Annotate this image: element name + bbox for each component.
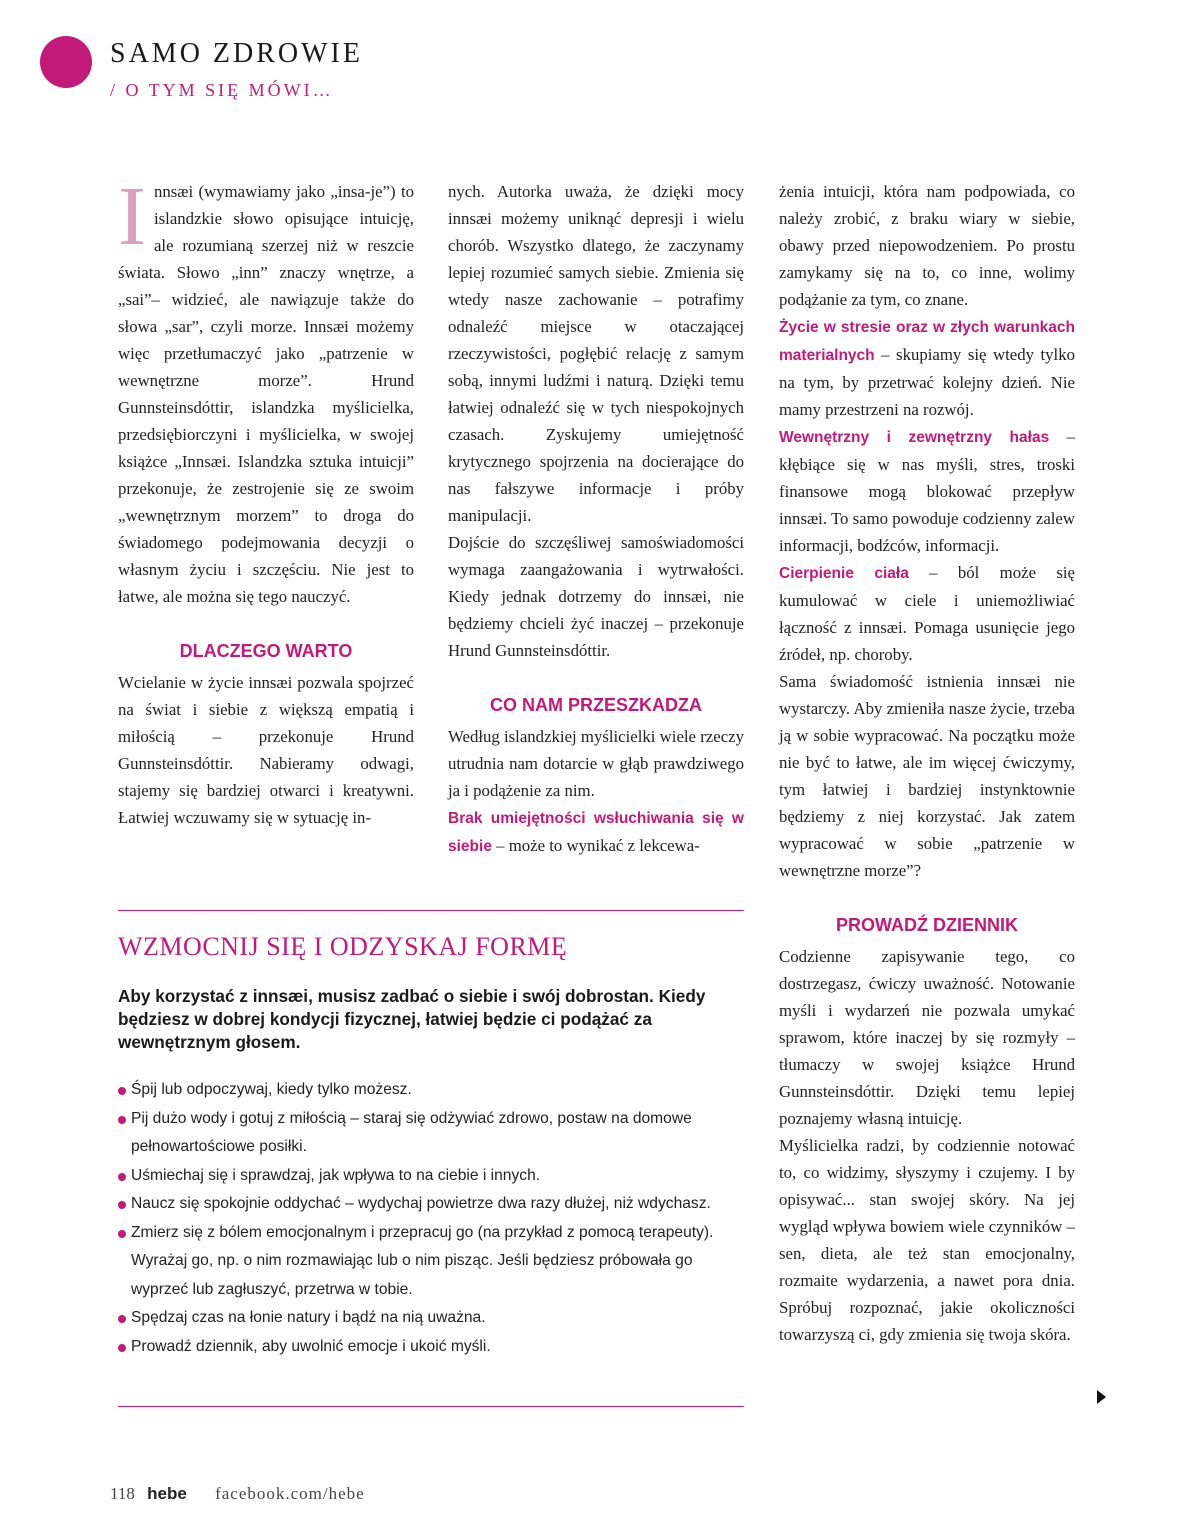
list-item-text: Uśmiechaj się i sprawdzaj, jak wpływa to na ciebie i innych. [131, 1166, 541, 1184]
paragraph [779, 559, 1075, 668]
bullet-icon [118, 1201, 126, 1209]
box-lead: Aby korzystać z innsæi, musisz zadbać o siebie i swój dobrostan. Kiedy będziesz w dobrej kondycji fizycznej, łatwiej będzie ci podążać za wewnętrznym głosem. [118, 986, 706, 1052]
list-item [118, 1105, 744, 1162]
section-subtitle: / O TYM SIĘ MÓWI… [110, 80, 334, 100]
section-dot-icon [40, 36, 92, 88]
list-item [118, 1076, 744, 1105]
box-title: WZMOCNIJ SIĘ I ODZYSKAJ FORMĘ [118, 932, 568, 961]
bullet-icon [118, 1173, 126, 1181]
drop-cap: I [118, 170, 146, 263]
paragraph [779, 313, 1075, 423]
paragraph: Myślicielka radzi, by codziennie notować to, co widzimy, słyszymy i czujemy. I by opisywać... stan swojej skóry. Na jej wygląd wpływa bowiem wiele czynników – sen, dieta, ale też stan emocjonalny, rozmaite wydarzenia, a nawet pora dnia. Spróbuj rozpoznać, jakie okoliczności towarzyszą ci, gdy zmienia się twoja skóra. [779, 1136, 1075, 1344]
tips-list [118, 1076, 744, 1361]
paragraph: nych. Autorka uważa, że dzięki mocy innsæi możemy uniknąć depresji i wielu chorób. Wszystko dlatego, że zaczynamy lepiej rozumieć samych siebie. Zmienia się wtedy nasze zachowanie – potrafimy odnaleźć miejsce w otaczającej rzeczywistości, pogłębić relację z samym sobą, innymi ludźmi i naturą. Dzięki temu łatwiej odnaleźć się w tych niespokojnych czasach. Zyskujemy umiejętność krytycznego spojrzenia na docierające do nas fałszywe informacje i próby manipulacji. [448, 182, 744, 525]
list-item-text: Zmierz się z bólem emocjonalnym i przepracuj go (na przykład z pomocą terapeuty). Wyrażaj go, np. o nim rozmawiając lub o nim pisząc. Jeśli będziesz próbowała go wyprzeć lub zagłuszyć, przetrwa w tobie. [131, 1223, 714, 1298]
bullet-icon [118, 1230, 126, 1238]
body-paragraph: Wcielanie w życie innsæi pozwala spojrzeć na świat i siebie z większą empatią i miłością – przekonuje Hrund Gunnsteinsdóttir. Nabieramy odwagi, stajemy się bardziej otwarci i kreatywni. Łatwiej wczuwamy się w sytuację in- [118, 673, 414, 827]
magazine-brand: hebe [147, 1484, 187, 1503]
heading-dlaczego-warto: DLACZEGO WARTO [179, 641, 353, 661]
highlight-text: Wewnętrzny i zewnętrzny hałas [779, 429, 1050, 446]
paragraph: Według islandzkiej myślicielki wiele rzeczy utrudnia nam dotarcie w głąb prawdziwego ja i podążenie za nim. [448, 727, 744, 800]
section-title: SAMO ZDROWIE [110, 38, 363, 69]
highlight-text: Życie w stresie oraz w złych warunkach materialnych [779, 319, 1075, 364]
paragraph [448, 804, 744, 860]
list-item [118, 1333, 744, 1362]
highlight-text: Brak umiejętności wsłuchiwania się w siebie [448, 810, 744, 855]
paragraph [779, 423, 1075, 559]
box-top-rule [118, 910, 744, 911]
column-2 [448, 178, 744, 860]
box-bottom-rule [118, 1406, 744, 1407]
bullet-icon [118, 1116, 126, 1124]
list-item-text: Pij dużo wody i gotuj z miłością – staraj się odżywiać zdrowo, postaw na domowe pełnowartościowe posiłki. [131, 1109, 692, 1155]
body-text: – ból może się kumulować w ciele i uniemożliwiać łączność z innsæi. Pomaga usunięcie jego źródeł, np. choroby. [779, 563, 1075, 664]
body-text: – kłębiące się w nas myśli, stres, troski finansowe mogą blokować przepływ innsæi. To samo powoduje codzienny zalew informacji, bodźców, informacji. [779, 427, 1075, 555]
paragraph: Dojście do szczęśliwej samoświadomości wymaga zaangażowania i wytrwałości. Kiedy jednak dotrzemy do innsæi, nie będziemy chcieli żyć inaczej – przekonuje Hrund Gunnsteinsdóttir. [448, 533, 744, 660]
intro-text: nnsæi (wymawiamy jako „insa-je”) to islandzkie słowo opisujące intuicję, ale rozumianą szerzej niż w reszcie świata. Słowo „inn” znaczy wnętrze, a „sai”– widzieć, ale nawiązuje także do słowa „sar”, czyli morze. Innsæi możemy więc przetłumaczyć jako „patrzenie w wewnętrzne morze”. Hrund Gunnsteinsdóttir, islandzka myślicielka, przedsiębiorczyni i myślicielka, w swojej książce „Innsæi. Islandzka sztuka intuicji” przekonuje, że zestrojenie się ze swoim „wewnętrznym morzem” to droga do świadomego podejmowania decyzji o własnym życiu i szczęściu. Nie jest to łatwe, ale można się tego nauczyć. [118, 182, 414, 606]
heading-co-nam-przeszkadza: CO NAM PRZESZKADZA [490, 695, 702, 715]
list-item [118, 1219, 744, 1305]
heading-prowadz-dziennik: PROWADŹ DZIENNIK [836, 915, 1018, 935]
paragraph: Codzienne zapisywanie tego, co dostrzegasz, ćwiczy uważność. Notowanie myśli i wydarzeń nie pozwala umykać sprawom, które inaczej by się rozmyły – tłumaczy w swojej książce Hrund Gunnsteinsdóttir. Dzięki temu lepiej poznajemy własną intuicję. [779, 947, 1075, 1128]
page-number: 118 [110, 1484, 135, 1503]
list-item-text: Prowadź dziennik, aby uwolnić emocje i ukoić myśli. [131, 1337, 491, 1355]
list-item-text: Spędzaj czas na łonie natury i bądź na nią uważna. [131, 1309, 486, 1326]
highlight-text: Cierpienie ciała [779, 565, 909, 582]
paragraph: żenia intuicji, która nam podpowiada, co należy zrobić, z braku wiary w siebie, obawy przed niepowodzeniem. Po prostu zamykamy się na to, co inne, wolimy podążanie za tym, co znane. [779, 182, 1075, 309]
list-item-text: Naucz się spokojnie oddychać – wydychaj powietrze dwa razy dłużej, niż wdychasz. [131, 1195, 711, 1212]
page-footer [110, 1484, 365, 1504]
continue-arrow-icon [1097, 1390, 1106, 1404]
list-item-text: Śpij lub odpoczywaj, kiedy tylko możesz. [131, 1081, 412, 1098]
facebook-link[interactable]: facebook.com/hebe [215, 1484, 365, 1503]
bullet-icon [118, 1315, 126, 1323]
list-item [118, 1162, 744, 1191]
paragraph: Sama świadomość istnienia innsæi nie wystarczy. Aby zmieniła nasze życie, trzeba ją w sobie wypracować. Na początku może nie być to łatwe, ale im więcej ćwiczymy, tym łatwiej i bardziej instynktownie będziemy z niej korzystać. Jak zatem wypracować w sobie „patrzenie w wewnętrzne morze”? [779, 672, 1075, 880]
column-1 [118, 170, 414, 831]
column-3 [779, 178, 1075, 1348]
body-text: – może to wynikać z lekcewa- [491, 836, 700, 855]
bullet-icon [118, 1087, 126, 1095]
body-text: – skupiamy się wtedy tylko na tym, by przetrwać kolejny dzień. Nie mamy przestrzeni na rozwój. [779, 345, 1075, 419]
intro-paragraph [118, 170, 414, 610]
list-item [118, 1304, 744, 1333]
list-item [118, 1190, 744, 1219]
bullet-icon [118, 1344, 126, 1352]
